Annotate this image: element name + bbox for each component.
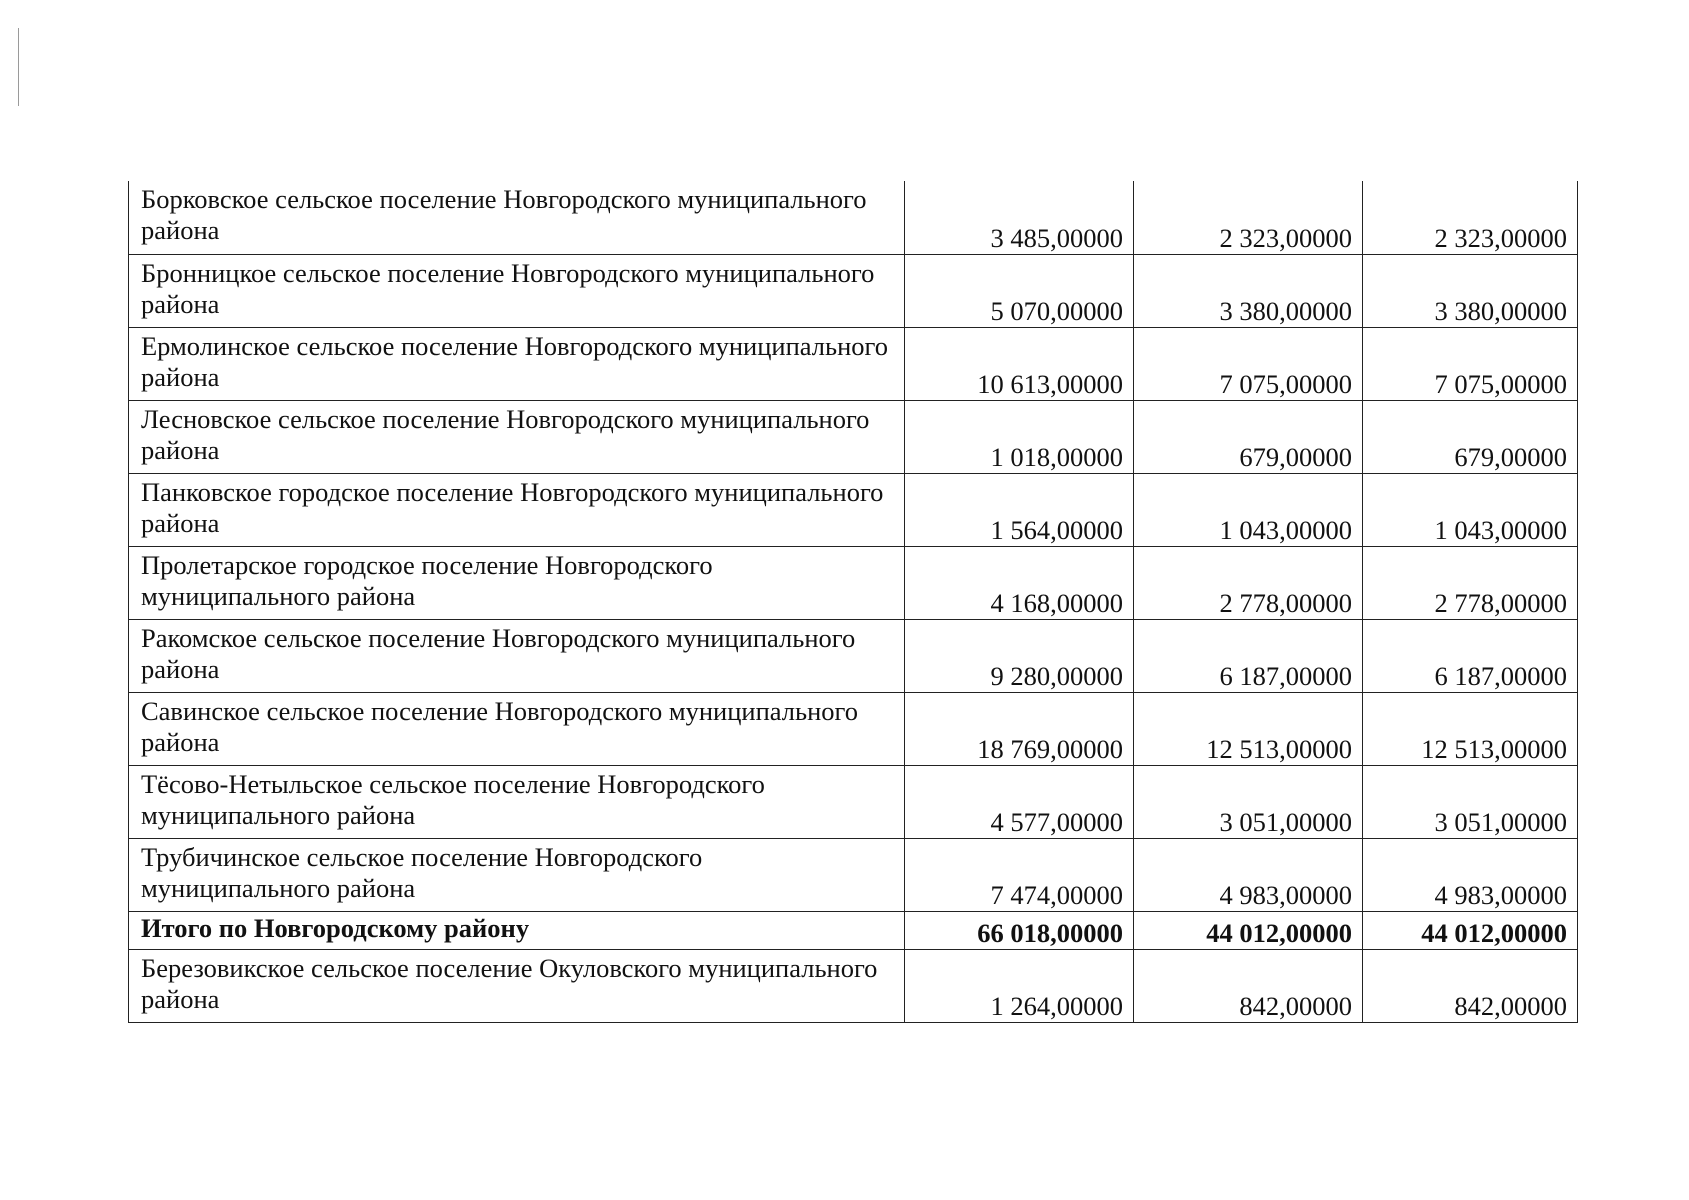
value-cell-1: 7 474,00000 — [905, 838, 1134, 911]
value-cell-2: 3 051,00000 — [1134, 765, 1363, 838]
value-cell-3: 3 380,00000 — [1363, 254, 1578, 327]
value-cell-2: 12 513,00000 — [1134, 692, 1363, 765]
settlement-name-cell: Трубичинское сельское поселение Новгородского муниципального района — [129, 838, 905, 911]
value-cell-2: 7 075,00000 — [1134, 327, 1363, 400]
value-cell-3: 3 051,00000 — [1363, 765, 1578, 838]
table-row — [129, 692, 1578, 765]
settlement-name-cell: Ракомское сельское поселение Новгородского муниципального района — [129, 619, 905, 692]
value-cell-2: 3 380,00000 — [1134, 254, 1363, 327]
value-cell-1: 18 769,00000 — [905, 692, 1134, 765]
value-cell-3: 842,00000 — [1363, 949, 1578, 1022]
settlement-name-cell: Ермолинское сельское поселение Новгородского муниципального района — [129, 327, 905, 400]
settlement-name-cell: Борковское сельское поселение Новгородского муниципального района — [129, 181, 905, 254]
total-row — [129, 911, 1578, 949]
value-cell-3: 44 012,00000 — [1363, 911, 1578, 949]
value-cell-1: 5 070,00000 — [905, 254, 1134, 327]
table-row — [129, 400, 1578, 473]
value-cell-3: 2 778,00000 — [1363, 546, 1578, 619]
table-row — [129, 838, 1578, 911]
value-cell-1: 9 280,00000 — [905, 619, 1134, 692]
value-cell-3: 12 513,00000 — [1363, 692, 1578, 765]
value-cell-3: 4 983,00000 — [1363, 838, 1578, 911]
value-cell-2: 44 012,00000 — [1134, 911, 1363, 949]
settlement-name-cell: Лесновское сельское поселение Новгородского муниципального района — [129, 400, 905, 473]
settlement-name-cell: Панковское городское поселение Новгородского муниципального района — [129, 473, 905, 546]
table-row — [129, 949, 1578, 1022]
value-cell-3: 2 323,00000 — [1363, 181, 1578, 254]
table-row — [129, 327, 1578, 400]
settlement-name-cell: Березовикское сельское поселение Окуловского муниципального района — [129, 949, 905, 1022]
table-row — [129, 765, 1578, 838]
value-cell-1: 3 485,00000 — [905, 181, 1134, 254]
allocation-table — [128, 181, 1578, 1023]
value-cell-3: 1 043,00000 — [1363, 473, 1578, 546]
scan-edge-mark — [18, 28, 19, 106]
value-cell-1: 4 168,00000 — [905, 546, 1134, 619]
value-cell-1: 1 264,00000 — [905, 949, 1134, 1022]
settlement-name-cell: Пролетарское городское поселение Новгородского муниципального района — [129, 546, 905, 619]
value-cell-3: 6 187,00000 — [1363, 619, 1578, 692]
settlement-name-cell: Савинское сельское поселение Новгородского муниципального района — [129, 692, 905, 765]
value-cell-1: 4 577,00000 — [905, 765, 1134, 838]
value-cell-2: 679,00000 — [1134, 400, 1363, 473]
settlement-name-cell: Бронницкое сельское поселение Новгородского муниципального района — [129, 254, 905, 327]
settlement-name-cell: Итого по Новгородскому району — [129, 911, 905, 949]
value-cell-1: 1 018,00000 — [905, 400, 1134, 473]
table-row — [129, 181, 1578, 254]
value-cell-2: 2 778,00000 — [1134, 546, 1363, 619]
value-cell-2: 6 187,00000 — [1134, 619, 1363, 692]
value-cell-3: 679,00000 — [1363, 400, 1578, 473]
value-cell-2: 842,00000 — [1134, 949, 1363, 1022]
value-cell-1: 10 613,00000 — [905, 327, 1134, 400]
value-cell-1: 66 018,00000 — [905, 911, 1134, 949]
table-row — [129, 473, 1578, 546]
settlement-name-cell: Тёсово-Нетыльское сельское поселение Новгородского муниципального района — [129, 765, 905, 838]
table-row — [129, 546, 1578, 619]
table-row — [129, 254, 1578, 327]
value-cell-2: 1 043,00000 — [1134, 473, 1363, 546]
value-cell-3: 7 075,00000 — [1363, 327, 1578, 400]
value-cell-2: 2 323,00000 — [1134, 181, 1363, 254]
table-body — [129, 181, 1578, 1022]
table-row — [129, 619, 1578, 692]
value-cell-2: 4 983,00000 — [1134, 838, 1363, 911]
value-cell-1: 1 564,00000 — [905, 473, 1134, 546]
